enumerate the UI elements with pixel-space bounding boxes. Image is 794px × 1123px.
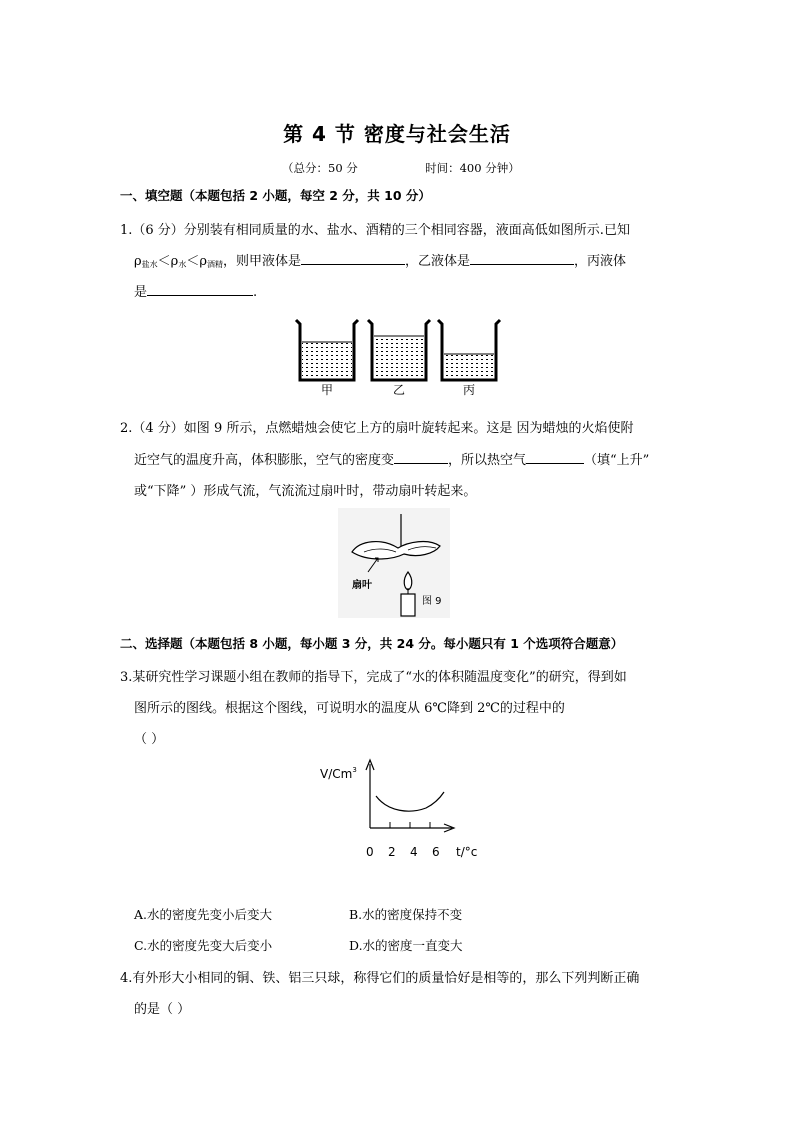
q4-line1: 4.有外形大小相同的铜、铁、铝三只球，称得它们的质量恰好是相等的，那么下列判断正确 <box>120 971 640 986</box>
q1-line3 <box>134 281 257 300</box>
answer-blank-density[interactable] <box>394 450 448 464</box>
q1-text-b: ，乙液体是 <box>405 254 471 269</box>
q2-line1: 2.（4 分）如图 9 所示，点燃蜡烛会使它上方的扇叶旋转起来。这是 因为蜡烛的火焰使附 <box>120 421 634 436</box>
answer-blank-bing[interactable] <box>147 282 253 296</box>
total-score: （总分：50 分 <box>282 161 358 175</box>
beaker-jia <box>296 320 358 380</box>
label-jia: 甲 <box>321 383 334 397</box>
sub-water: 水 <box>178 260 187 269</box>
figure-9-label: 图 9 <box>422 596 442 607</box>
sub-salt-water: 盐水 <box>141 260 158 269</box>
label-yi: 乙 <box>393 383 406 397</box>
q2-text-a: 近空气的温度升高，体积膨胀，空气的密度变 <box>134 453 395 468</box>
option-a[interactable]: A.水的密度先变小后变大 <box>134 907 273 922</box>
q1-text-a: ，则甲液体是 <box>223 254 302 269</box>
beaker-bing <box>438 320 500 380</box>
label-bing: 丙 <box>463 383 476 397</box>
candle-fan-figure <box>338 508 450 618</box>
answer-blank-jia[interactable] <box>301 251 405 265</box>
q2-line2 <box>134 449 649 468</box>
q1-text-c: ，丙液体 <box>574 254 627 269</box>
answer-blank-direction[interactable] <box>526 450 584 464</box>
volume-curve <box>376 792 444 811</box>
q1-period: . <box>253 285 258 300</box>
beaker-yi <box>368 320 430 380</box>
q1-line1: 1.（6 分）分别装有相同质量的水、盐水、酒精的三个相同容器，液面高低如图所示.已知 <box>120 223 630 238</box>
q4-line2: 的是（ ） <box>134 1002 191 1017</box>
sub-alcohol: 酒精 <box>207 260 223 269</box>
volume-temperature-graph <box>314 758 494 864</box>
graph-x-tick-4: 4 <box>410 845 418 859</box>
graph-x-tick-2: 2 <box>388 845 396 859</box>
q3-line1: 3.某研究性学习课题小组在教师的指导下，完成了“水的体积随温度变化”的研究，得到如 <box>120 670 627 685</box>
exam-meta <box>282 160 520 176</box>
q3-line2: 图所示的图线。根据这个图线，可说明水的温度从 6℃降到 2℃的过程中的 <box>134 701 565 716</box>
page-title: 第 4 节 密度与社会生活 <box>283 122 511 146</box>
graph-x-label: t/°c <box>456 845 478 859</box>
q1-line2 <box>134 250 626 270</box>
option-c[interactable]: C.水的密度先变大后变小 <box>134 938 273 953</box>
section-1-heading: 一、填空题（本题包括 2 小题，每空 2 分，共 10 分） <box>120 188 431 203</box>
section-2-heading: 二、选择题（本题包括 8 小题，每小题 3 分，共 24 分。每小题只有 1 个选项符合题意） <box>120 636 624 651</box>
q3-line3: （ ） <box>134 732 165 747</box>
q2-text-c: （填“上升” <box>584 453 650 468</box>
q1-text-d: 是 <box>134 285 148 300</box>
time-limit: 时间：400 分钟） <box>425 161 520 175</box>
graph-x-tick-6: 6 <box>432 845 440 859</box>
option-b[interactable]: B.水的密度保持不变 <box>349 907 463 922</box>
rho-symbol: ρ <box>170 254 179 269</box>
answer-blank-yi[interactable] <box>470 251 574 265</box>
rho-symbol: ρ <box>199 254 207 269</box>
q2-text-b: ，所以热空气 <box>448 453 527 468</box>
q2-line3: 或“下降” ）形成气流，气流流过扇叶时，带动扇叶转起来。 <box>134 484 477 499</box>
graph-x-tick-0: 0 <box>366 845 374 859</box>
beakers-figure <box>290 314 510 400</box>
fan-blade-label: 扇叶 <box>352 580 372 591</box>
less-than-1: ＜ <box>157 254 171 269</box>
less-than-2: ＜ <box>186 254 200 269</box>
rho-symbol: ρ <box>134 254 142 269</box>
option-d[interactable]: D.水的密度一直变大 <box>349 938 463 953</box>
graph-y-label: V/Cm$^3$ <box>320 766 357 781</box>
